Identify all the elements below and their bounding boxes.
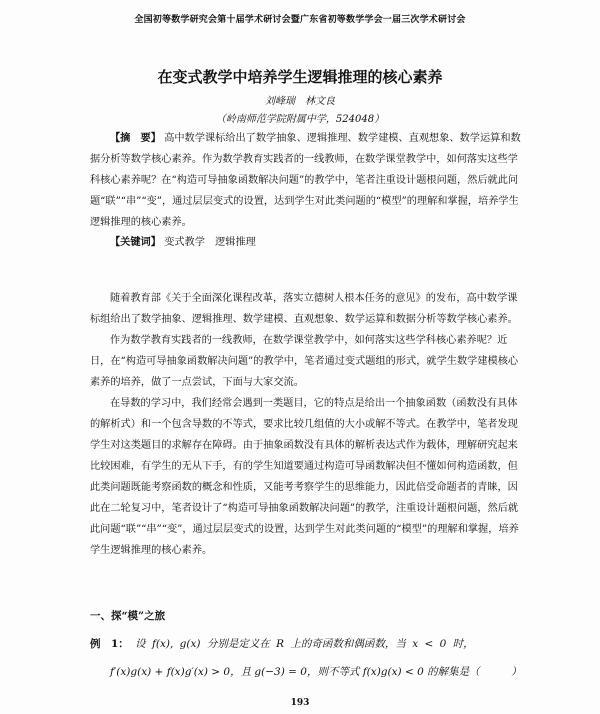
- keywords: [90, 232, 522, 253]
- body-text: [90, 288, 522, 561]
- example-1-line-1: [90, 636, 522, 651]
- example-1-line-2: [110, 664, 520, 679]
- abstract-label: 【摘 要】: [110, 132, 161, 144]
- paragraph: 在导数的学习中，我们经常会遇到一类题目，它的特点是给出一个抽象函数（函数没有具体的解析式）和一个包含导数的不等式，要求比较几组值的大小或解不等式。在教学中，笔者发现学生对这类题目的求解存在障碍。由于抽象函数没有具体的解析表达式作为载体，理解研究起来比较困难，有学生的无从下手，有的学生知道要通过构造可导函数解决但不懂如何构造函数，但此类问题既能考察函数的概念和性质，又能考考察学生的思维能力，因此倍受命题者的青睐，因此在二轮复习中，笔者设计了“构造可导抽象函数解决问题”的教学，注重设计题根问题，然后就此问题“联”“串”“变”，通过层层变式的设置，达到学生对此类问题的“模型”的理解和掌握，培养学生逻辑推理的核心素养。: [90, 398, 519, 556]
- example-text-line-1: 设 f(x), g(x) 分别是定义在 R 上的奇函数和偶函数，当 x < 0 时，: [135, 638, 474, 650]
- paragraph: 作为数学教育实践者的一线教师，在数学课堂教学中，如何落实这些学科核心素养呢？近日，在“构造可导抽象函数解决问题”的教学中，笔者通过变式题组的形式，就学生数学建模核心素养的培养，做了一点尝试，下面与大家交流。: [90, 335, 519, 388]
- page-number: 193: [290, 698, 310, 708]
- paragraph: 随着教育部《关于全面深化课程改革，落实立德树人根本任务的意见》的发布，高中数学课标组给出了数学抽象、逻辑推理、数学建模、直观想象、数学运算和数据分析等数学核心素养。: [90, 293, 518, 325]
- keywords-text: 变式教学 逻辑推理: [164, 237, 256, 248]
- abstract: [90, 128, 522, 233]
- section-heading: 一、探“模”之旅: [90, 610, 166, 622]
- keywords-label: 【关键词】: [110, 236, 161, 248]
- author-affiliation: （岭南师范学院附属中学，524048）: [215, 114, 385, 125]
- example-label: 例 1：: [90, 638, 129, 650]
- abstract-text: 高中数学课标给出了数学抽象、逻辑推理、数学建模、直观想象、数学运算和数据分析等数学核心素养。作为数学教育实践者的一线教师，在数学课堂教学中，如何落实这些学科核心素养呢？在“构造可导抽象函数解决问题”的教学中，笔者注重设计题根问题，然后就此问题“联”“串”“变”，通过层层变式的设置，达到学生对此类问题的“模型”的理解和掌握，培养学生逻辑推理的核心素养。: [90, 133, 521, 228]
- conference-header: 全国初等数学研究会第十届学术研讨会暨广东省初等数学学会一届三次学术研讨会: [134, 15, 466, 25]
- author-names: 刘峰瑞 林文良: [265, 96, 335, 107]
- paper-title: 在变式教学中培养学生逻辑推理的核心素养: [157, 68, 443, 86]
- example-text-line-2: f′(x)g(x) + f(x)g′(x) > 0，且 g(−3) = 0，则不等式 f(x)g(x) < 0 的解集是（ ）: [110, 666, 522, 678]
